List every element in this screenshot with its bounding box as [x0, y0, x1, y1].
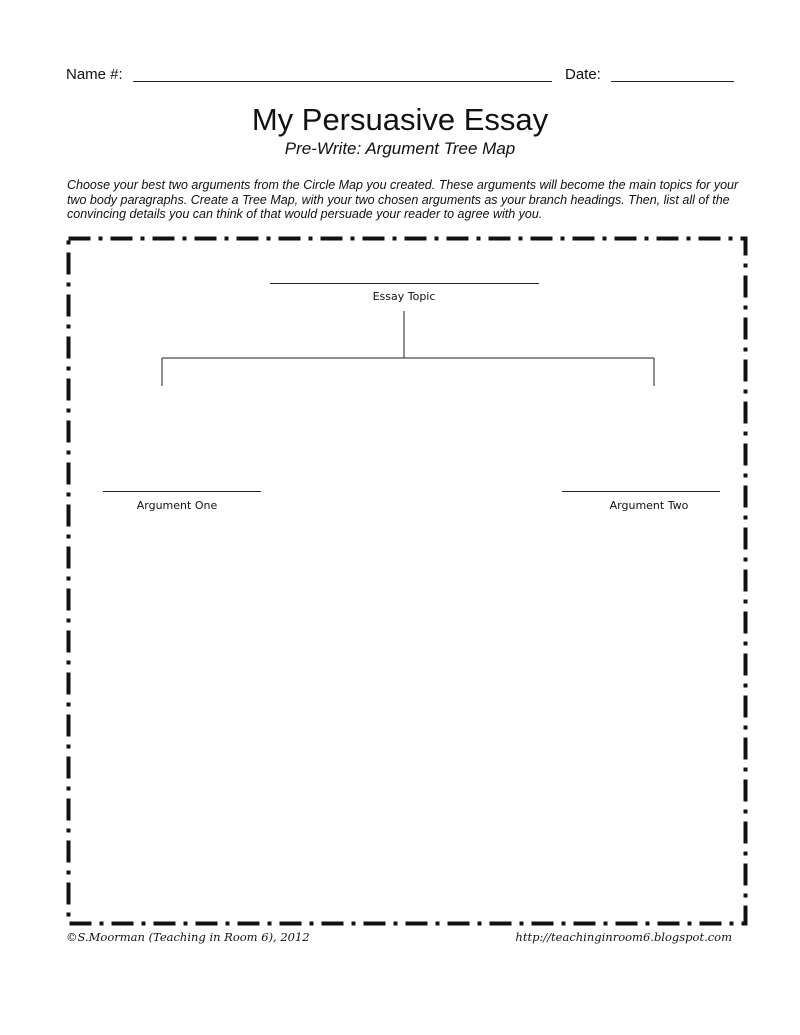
copyright-text: ©S.Moorman (Teaching in Room 6), 2012	[66, 930, 310, 944]
page-title: My Persuasive Essay	[251, 102, 549, 137]
page-subtitle: Pre-Write: Argument Tree Map	[284, 139, 516, 158]
argument-two-field[interactable]	[562, 472, 720, 492]
argument-one-label: Argument One	[136, 499, 218, 512]
instructions-text: Choose your best two arguments from the Circle Map you created. These arguments will become the main topics for your two body paragraphs. Create a Tree Map, with your two chosen arguments as your branch headings. Then, list all of the convincing details you can think of that would persuade your reader to agree with you.	[67, 178, 739, 222]
essay-topic-field[interactable]	[270, 264, 539, 284]
essay-topic-label: Essay Topic	[372, 290, 436, 303]
name-label: Name #:	[66, 66, 123, 83]
date-label: Date:	[565, 66, 601, 83]
blog-url: http://teachinginroom6.blogspot.com	[515, 930, 732, 944]
argument-one-field[interactable]	[103, 472, 261, 492]
argument-two-label: Argument Two	[609, 499, 689, 512]
